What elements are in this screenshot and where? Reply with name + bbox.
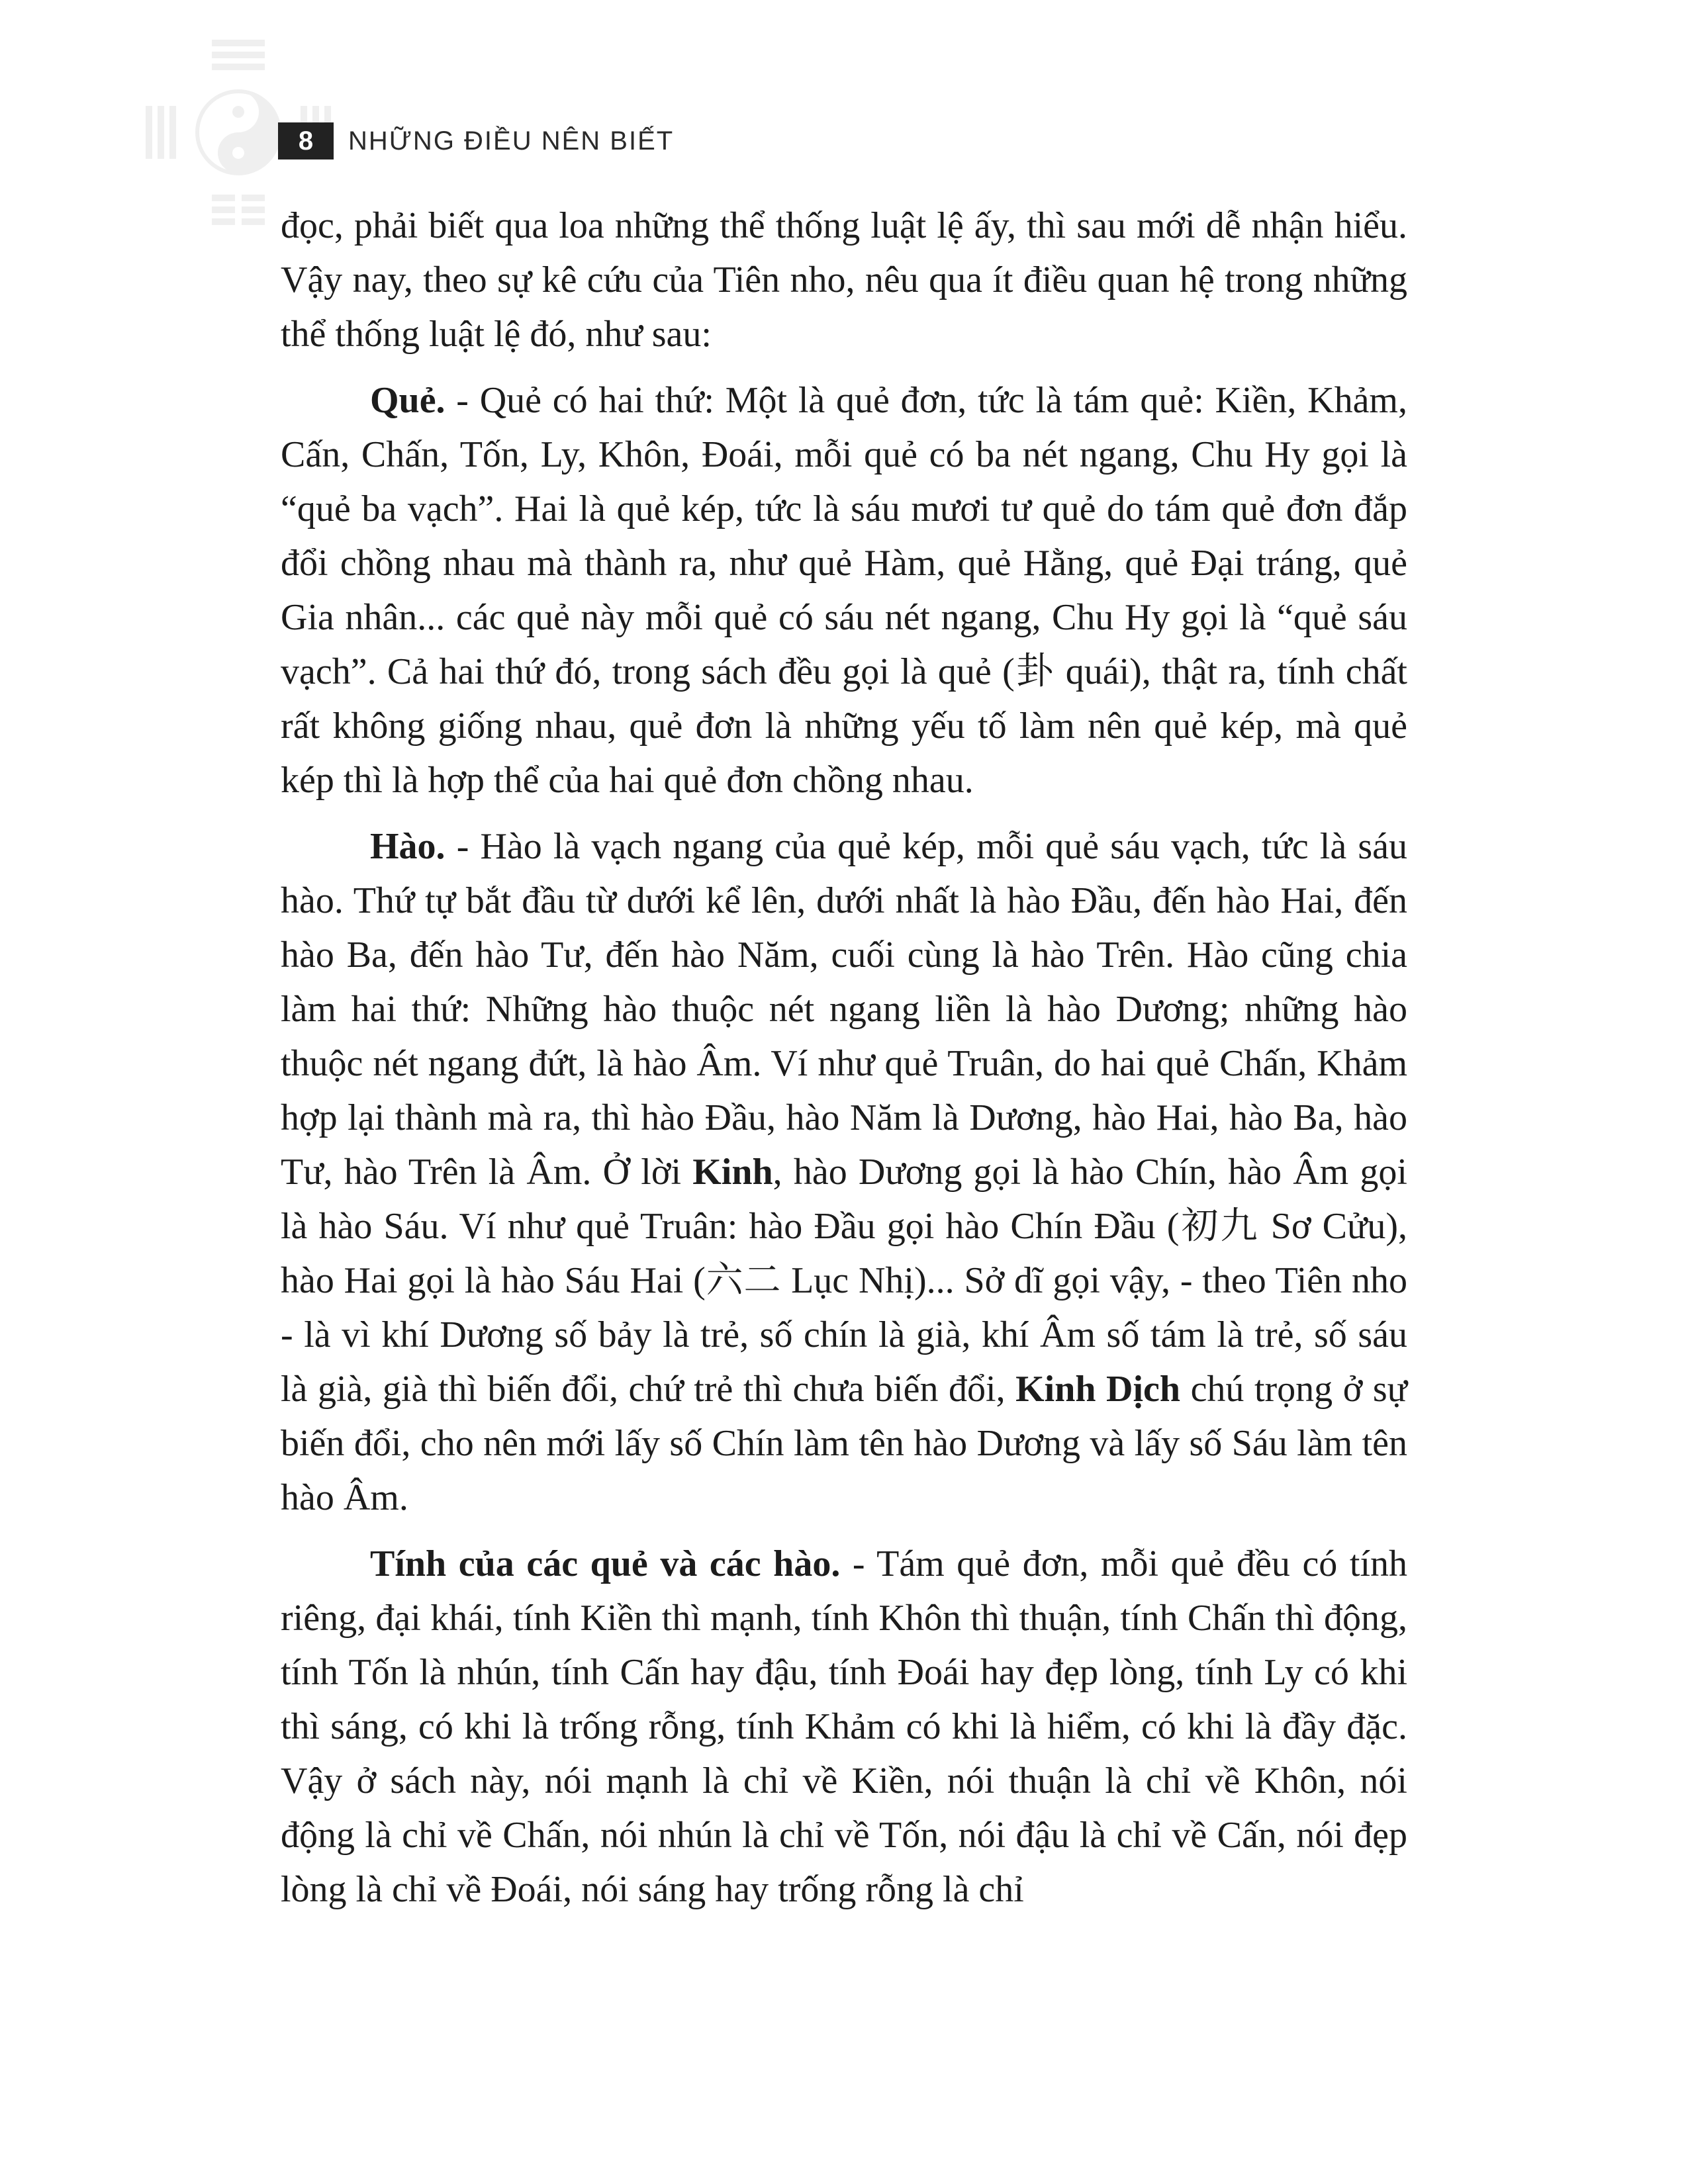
term-que: Quẻ. [370, 380, 445, 421]
paragraph-que [281, 373, 1407, 807]
term-kinh-dich: Kinh Dịch [1015, 1369, 1181, 1410]
paragraph-text: đọc, phải biết qua loa những thể thống luật lệ ấy, thì sau mới dễ nhận hiểu. Vậy nay, theo sự kê cứu của Tiên nho, nêu qua ít điều quan hệ trong những thể thống luật lệ đó, như sau: [281, 205, 1407, 355]
page-header [278, 119, 674, 163]
running-title: NHỮNG ĐIỀU NÊN BIẾT [348, 126, 675, 156]
paragraph-text: - Quẻ có hai thứ: Một là quẻ đơn, tức là tám quẻ: Kiền, Khảm, Cấn, Chấn, Tốn, Ly, Khôn, Đoái, mỗi quẻ có ba nét ngang, Chu Hy gọi là “quẻ ba vạch”. Hai là quẻ kép, tức là sáu mươi tư quẻ do tám quẻ đơn đắp đổi chồng nhau mà thành ra, như quẻ Hàm, quẻ Hằng, quẻ Đại tráng, quẻ Gia nhân... các quẻ này mỗi quẻ có sáu nét ngang, Chu Hy gọi là “quẻ sáu vạch”. Cả hai thứ đó, trong sách đều gọi là quẻ (卦 quái), thật ra, tính chất rất không giống nhau, quẻ đơn là những yếu tố làm nên quẻ kép, mà quẻ kép thì là hợp thể của hai quẻ đơn chồng nhau. [281, 380, 1407, 801]
paragraph-text: - Tám quẻ đơn, mỗi quẻ đều có tính riêng, đại khái, tính Kiền thì mạnh, tính Khôn thì thuận, tính Chấn thì động, tính Tốn là nhún, tính Cấn hay đậu, tính Đoái hay đẹp lòng, tính Ly có khi thì sáng, có khi là trống rỗng, tính Khảm có khi là hiểm, có khi là đầy đặc. Vậy ở sách này, nói mạnh là chỉ về Kiền, nói thuận là chỉ về Khôn, nói động là chỉ về Chấn, nói nhún là chỉ về Tốn, nói đậu là chỉ về Cấn, nói đẹp lòng là chỉ về Đoái, nói sáng hay trống rỗng là chỉ [281, 1543, 1407, 1910]
term-tinh: Tính của các quẻ và các hào. [370, 1543, 841, 1584]
paragraph-hao [281, 819, 1407, 1525]
body-text [281, 199, 1407, 1929]
paragraph-text: chú trọng ở sự biến đổi, cho nên mới lấy số Chín làm tên hào Dương và lấy số Sáu làm tên hào Âm. [281, 1369, 1407, 1518]
paragraph-text: - Hào là vạch ngang của quẻ kép, mỗi quẻ sáu vạch, tức là sáu hào. Thứ tự bắt đầu từ dưới kể lên, dưới nhất là hào Đầu, đến hào Hai, đến hào Ba, đến hào Tư, đến hào Năm, cuối cùng là hào Trên. Hào cũng chia làm hai thứ: Những hào thuộc nét ngang liền là hào Dương; những hào thuộc nét ngang đứt, là hào Âm. Ví như quẻ Truân, do hai quẻ Chấn, Khảm hợp lại thành mà ra, thì hào Đầu, hào Năm là Dương, hào Hai, hào Ba, hào Tư, hào Trên là Âm. Ở lời [281, 826, 1407, 1193]
paragraph-tinh [281, 1537, 1407, 1917]
term-kinh: Kinh [692, 1152, 773, 1193]
page-number: 8 [278, 122, 334, 159]
paragraph-continuation [281, 199, 1407, 361]
term-hao: Hào. [370, 826, 445, 867]
paragraph-text: , hào Dương gọi là hào Chín, hào Âm gọi là hào Sáu. Ví như quẻ Truân: hào Đầu gọi hào Chín Đầu (初九 Sơ Cửu), hào Hai gọi là hào Sáu Hai (六二 Lục Nhị)... Sở dĩ gọi vậy, - theo Tiên nho - là vì khí Dương số bảy là trẻ, số chín là già, khí Âm số tám là trẻ, số sáu là già, già thì biến đổi, chứ trẻ thì chưa biến đổi, [281, 1152, 1407, 1410]
